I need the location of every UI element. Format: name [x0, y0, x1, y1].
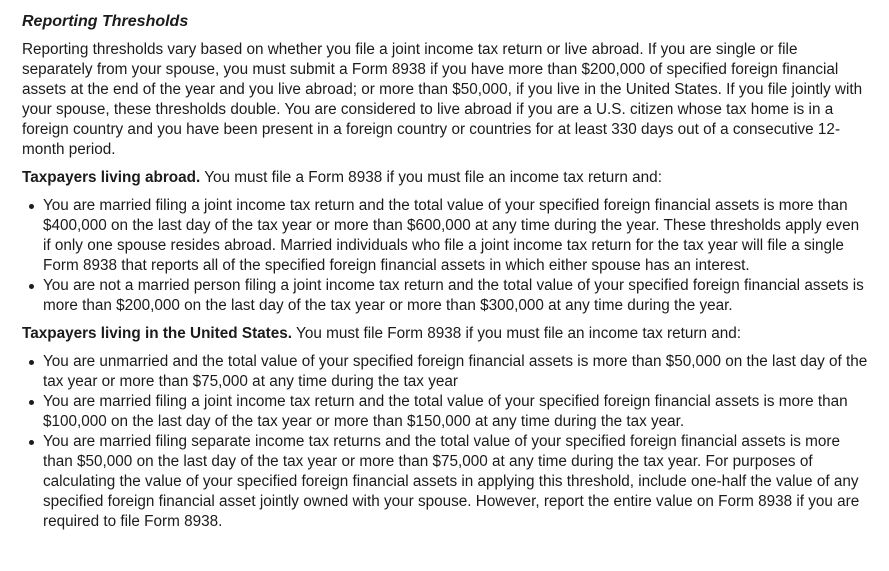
- abroad-lead: You must file a Form 8938 if you must file an income tax return and:: [200, 169, 662, 186]
- list-item-text: You are married filing separate income tax returns and the total value of your specified foreign financial assets is more than $50,000 on the last day of the tax year or more than $75,000 at any time during the tax year. For purposes of calculating the value of your specified foreign financial assets in applying this threshold, include one-half the value of any specified foreign financial asset jointly owned with your spouse. However, report the entire value on Form 8938 if you are required to file Form 8938.: [43, 433, 860, 530]
- list-item-text: You are married filing a joint income tax return and the total value of your specified foreign financial assets is more than $400,000 on the last day of the tax year or more than $600,000 at any time during the year. These thresholds apply even if only one spouse resides abroad. Married individuals who file a joint income tax return for the tax year will file a single Form 8938 that reports all of the specified foreign financial assets in which either spouse has an interest.: [43, 197, 860, 274]
- list-item: [43, 196, 870, 276]
- us-list: [22, 352, 870, 532]
- us-lead: You must file Form 8938 if you must file an income tax return and:: [292, 325, 741, 342]
- abroad-list: [22, 196, 870, 316]
- list-item-text: You are unmarried and the total value of your specified foreign financial assets is more than $50,000 on the last day of the tax year or more than $75,000 at any time during the tax year: [43, 353, 868, 390]
- list-item-text: You are married filing a joint income tax return and the total value of your specified foreign financial assets is more than $100,000 on the last day of the tax year or more than $150,000 at any time during the tax year.: [43, 393, 848, 430]
- list-item: [43, 352, 870, 392]
- list-item-text: You are not a married person filing a joint income tax return and the total value of your specified foreign financial assets is more than $200,000 on the last day of the tax year or more than $300,000 at any time during the year.: [43, 277, 864, 314]
- list-item: [43, 392, 870, 432]
- abroad-heading: Taxpayers living abroad.: [22, 169, 201, 186]
- section-title: Reporting Thresholds: [22, 13, 189, 30]
- us-paragraph: [22, 324, 870, 344]
- list-item: [43, 276, 870, 316]
- abroad-paragraph: [22, 168, 870, 188]
- list-item: [43, 432, 870, 532]
- us-heading: Taxpayers living in the United States.: [22, 325, 293, 342]
- document-content: [22, 12, 870, 540]
- intro-paragraph: Reporting thresholds vary based on whether you file a joint income tax return or live abroad. If you are single or file separately from your spouse, you must submit a Form 8938 if you have more than $200,000 of specified foreign financial assets at the end of the year and you live abroad; or more than $50,000, if you live in the United States. If you file jointly with your spouse, these thresholds double. You are considered to live abroad if you are a U.S. citizen whose tax home is in a foreign country and you have been present in a foreign country or countries for at least 330 days out of a consecutive 12-month period.: [22, 41, 863, 158]
